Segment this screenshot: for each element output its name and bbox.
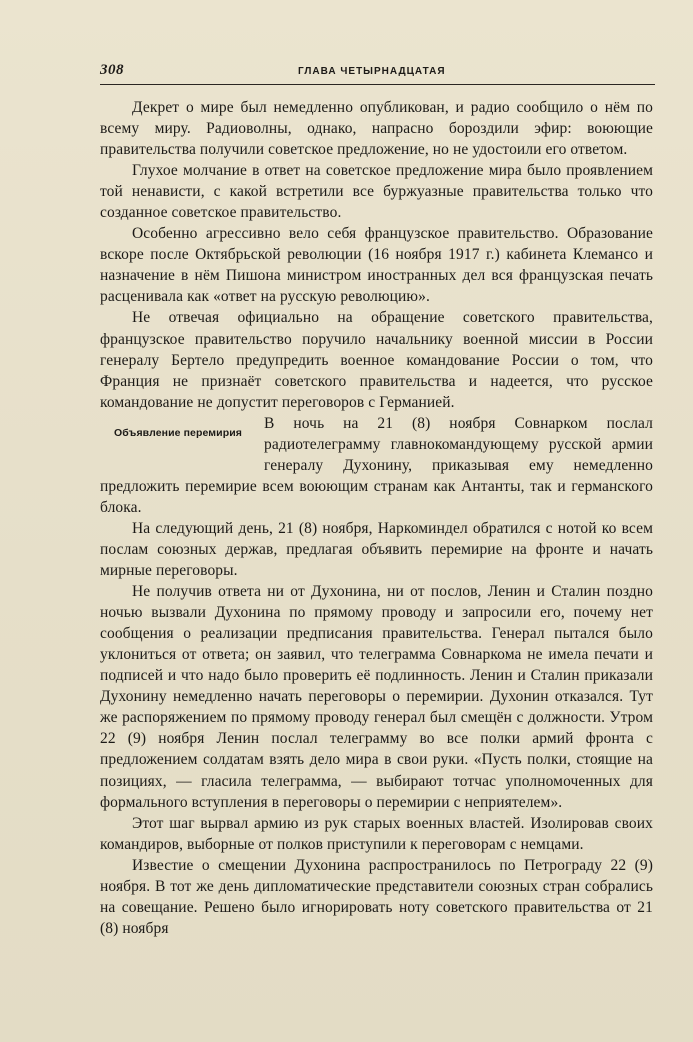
paragraph: Декрет о мире был немедленно опубликован, и радио сообщило о нём по всему миру. Радиоволны, однако, напрасно бороздили эфир: воюющие правительства получили советское предложение, но не удостоили его ответом. <box>100 99 653 159</box>
paragraph: Не отвечая официально на обращение советского правительства, французское правительство поручило начальнику военной миссии в России генералу Бертело предупредить военное командование России о том, что Франция не признаёт советского правительства и надеется, что русское командование не допустит переговоров с Германией. <box>100 309 653 411</box>
margin-note: Объявление перемирия <box>113 426 243 439</box>
page-number: 308 <box>100 62 124 78</box>
paragraph: Глухое молчание в ответ на советское предложение мира было проявлением той ненависти, с какой встретили все буржуазные правительства только что созданное советское правительство. <box>100 162 653 222</box>
paragraph: На следующий день, 21 (8) ноября, Наркоминдел обратился с нотой ко всем послам союзных держав, предлагая объявить перемирие на фронте и начать мирные переговоры. <box>100 519 653 580</box>
paragraph: Известие о смещении Духонина распространилось по Петрограду 22 (9) ноября. В тот же день дипломатические представители союзных стран собрались на совещание. Решено было игнорировать ноту советского правительства от 21 (8) ноября <box>100 856 653 937</box>
paragraph: Особенно агрессивно вело себя французское правительство. Образование вскоре после Октябрьской революции (16 ноября 1917 г.) кабинета Клемансо и назначение в нём Пишона министром иностранных дел вся французская печать расценивала как «ответ на русскую революцию». <box>100 225 653 306</box>
paragraph: Этот шаг вырвал армию из рук старых военных властей. Изолировав своих командиров, выборные от полков приступили к переговорам с немцами. <box>100 814 653 853</box>
paragraph: Не получив ответа ни от Духонина, ни от послов, Ленин и Сталин поздно ночью вызвали Духонина по прямому проводу и запросили его, почему нет сообщения о реализации предписания правительства. Генерал пытался было уклониться от ответа; он заявил, что телеграмма Совнаркома не имела печати и подписей и что надо было проверить её подлинность. Ленин и Сталин приказали Духонину немедленно начать переговоры о перемирии. Духонин отказался. Тут же распоряжением по прямому проводу генерал был смещён с должности. Утром 22 (9) ноября Ленин послал телеграмму во все полки армий фронта с предложением солдатам взять дело мира в свои руки. «Пусть полки, стоящие на позициях, — гласила телеграмма, — выбирают тотчас уполномоченных для формального вступления в переговоры о перемирии с неприятелем». <box>100 583 653 811</box>
paragraph: В ночь на 21 (8) ноября Совнарком послал радиотелеграмму главнокомандующему русской армии генералу Духонину, приказывая ему немедленно предложить перемирие всем воюющим странам как Антанты, так и германского блока. <box>100 414 653 516</box>
running-head: ГЛАВА ЧЕТЫРНАДЦАТАЯ <box>298 66 446 77</box>
body-text <box>100 97 653 939</box>
page-header <box>100 56 655 85</box>
